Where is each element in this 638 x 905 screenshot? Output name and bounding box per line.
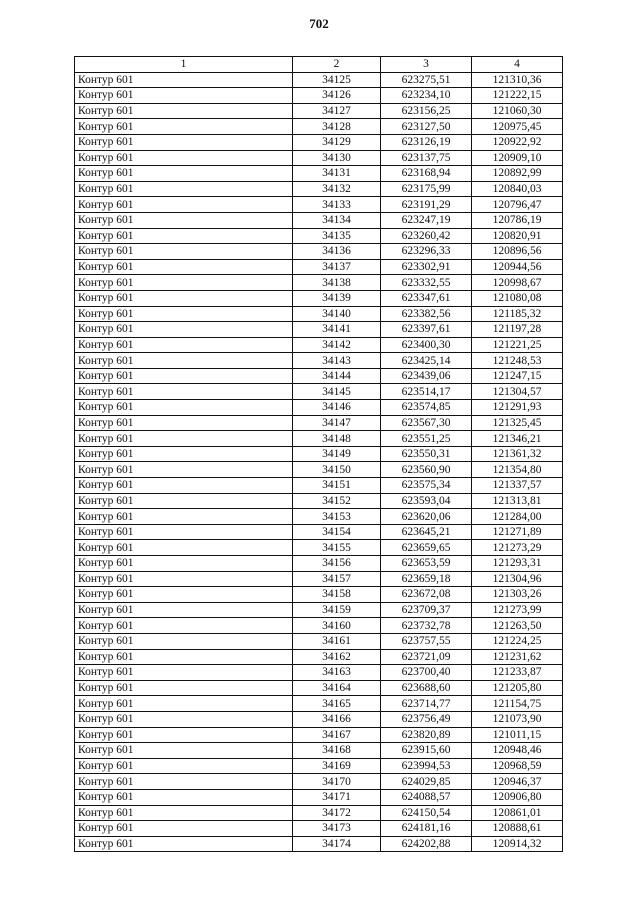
page-number: 702 bbox=[309, 16, 329, 31]
table-row bbox=[75, 259, 563, 275]
point-number-cell: 34158 bbox=[293, 587, 381, 603]
point-number-cell: 34165 bbox=[293, 696, 381, 712]
contour-name-cell: Контур 601 bbox=[75, 571, 293, 587]
table-row bbox=[75, 680, 563, 696]
header-row bbox=[75, 57, 563, 73]
y-coordinate-cell: 120786,19 bbox=[472, 212, 563, 228]
x-coordinate-cell: 623653,59 bbox=[381, 556, 472, 572]
point-number-cell: 34138 bbox=[293, 275, 381, 291]
table-body bbox=[75, 72, 563, 852]
x-coordinate-cell: 623688,60 bbox=[381, 680, 472, 696]
x-coordinate-cell: 623732,78 bbox=[381, 618, 472, 634]
y-coordinate-cell: 121273,29 bbox=[472, 540, 563, 556]
table-row bbox=[75, 602, 563, 618]
y-coordinate-cell: 121313,81 bbox=[472, 493, 563, 509]
y-coordinate-cell: 120896,56 bbox=[472, 244, 563, 260]
point-number-cell: 34172 bbox=[293, 805, 381, 821]
y-coordinate-cell: 120946,37 bbox=[472, 774, 563, 790]
y-coordinate-cell: 120948,46 bbox=[472, 743, 563, 759]
x-coordinate-cell: 623175,99 bbox=[381, 181, 472, 197]
table-row bbox=[75, 322, 563, 338]
x-coordinate-cell: 624029,85 bbox=[381, 774, 472, 790]
x-coordinate-cell: 623275,51 bbox=[381, 72, 472, 88]
x-coordinate-cell: 623191,29 bbox=[381, 197, 472, 213]
y-coordinate-cell: 121284,00 bbox=[472, 509, 563, 525]
table-row bbox=[75, 524, 563, 540]
x-coordinate-cell: 623672,08 bbox=[381, 587, 472, 603]
table-row bbox=[75, 821, 563, 837]
y-coordinate-cell: 120944,56 bbox=[472, 259, 563, 275]
column-header-2: 2 bbox=[293, 57, 381, 73]
y-coordinate-cell: 121154,75 bbox=[472, 696, 563, 712]
contour-name-cell: Контур 601 bbox=[75, 150, 293, 166]
table-row bbox=[75, 649, 563, 665]
point-number-cell: 34148 bbox=[293, 431, 381, 447]
table-row bbox=[75, 150, 563, 166]
y-coordinate-cell: 120840,03 bbox=[472, 181, 563, 197]
column-header-4: 4 bbox=[472, 57, 563, 73]
y-coordinate-cell: 120914,32 bbox=[472, 836, 563, 852]
contour-name-cell: Контур 601 bbox=[75, 789, 293, 805]
point-number-cell: 34142 bbox=[293, 337, 381, 353]
table-header bbox=[75, 57, 563, 73]
x-coordinate-cell: 623756,49 bbox=[381, 711, 472, 727]
table-row bbox=[75, 244, 563, 260]
contour-name-cell: Контур 601 bbox=[75, 743, 293, 759]
contour-name-cell: Контур 601 bbox=[75, 134, 293, 150]
table-row bbox=[75, 665, 563, 681]
contour-name-cell: Контур 601 bbox=[75, 119, 293, 135]
point-number-cell: 34144 bbox=[293, 368, 381, 384]
y-coordinate-cell: 120906,80 bbox=[472, 789, 563, 805]
x-coordinate-cell: 623994,53 bbox=[381, 758, 472, 774]
x-coordinate-cell: 623560,90 bbox=[381, 462, 472, 478]
point-number-cell: 34149 bbox=[293, 446, 381, 462]
y-coordinate-cell: 121325,45 bbox=[472, 415, 563, 431]
x-coordinate-cell: 623620,06 bbox=[381, 509, 472, 525]
point-number-cell: 34127 bbox=[293, 103, 381, 119]
x-coordinate-cell: 623645,21 bbox=[381, 524, 472, 540]
point-number-cell: 34167 bbox=[293, 727, 381, 743]
point-number-cell: 34168 bbox=[293, 743, 381, 759]
table-row bbox=[75, 306, 563, 322]
point-number-cell: 34171 bbox=[293, 789, 381, 805]
contour-name-cell: Контур 601 bbox=[75, 836, 293, 852]
contour-name-cell: Контур 601 bbox=[75, 446, 293, 462]
table-row bbox=[75, 275, 563, 291]
table-row bbox=[75, 836, 563, 852]
contour-name-cell: Контур 601 bbox=[75, 587, 293, 603]
x-coordinate-cell: 623439,06 bbox=[381, 368, 472, 384]
contour-name-cell: Контур 601 bbox=[75, 353, 293, 369]
table-row bbox=[75, 103, 563, 119]
point-number-cell: 34160 bbox=[293, 618, 381, 634]
contour-name-cell: Контур 601 bbox=[75, 774, 293, 790]
point-number-cell: 34150 bbox=[293, 462, 381, 478]
x-coordinate-cell: 623302,91 bbox=[381, 259, 472, 275]
table-row bbox=[75, 415, 563, 431]
point-number-cell: 34137 bbox=[293, 259, 381, 275]
x-coordinate-cell: 623721,09 bbox=[381, 649, 472, 665]
point-number-cell: 34163 bbox=[293, 665, 381, 681]
y-coordinate-cell: 121346,21 bbox=[472, 431, 563, 447]
y-coordinate-cell: 120820,91 bbox=[472, 228, 563, 244]
point-number-cell: 34162 bbox=[293, 649, 381, 665]
y-coordinate-cell: 120998,67 bbox=[472, 275, 563, 291]
y-coordinate-cell: 121263,50 bbox=[472, 618, 563, 634]
point-number-cell: 34132 bbox=[293, 181, 381, 197]
contour-name-cell: Контур 601 bbox=[75, 462, 293, 478]
y-coordinate-cell: 121337,57 bbox=[472, 478, 563, 494]
contour-name-cell: Контур 601 bbox=[75, 368, 293, 384]
table-row bbox=[75, 228, 563, 244]
table-row bbox=[75, 571, 563, 587]
table-row bbox=[75, 696, 563, 712]
point-number-cell: 34170 bbox=[293, 774, 381, 790]
y-coordinate-cell: 121221,25 bbox=[472, 337, 563, 353]
x-coordinate-cell: 623550,31 bbox=[381, 446, 472, 462]
x-coordinate-cell: 623126,19 bbox=[381, 134, 472, 150]
point-number-cell: 34141 bbox=[293, 322, 381, 338]
y-coordinate-cell: 121291,93 bbox=[472, 400, 563, 416]
y-coordinate-cell: 120796,47 bbox=[472, 197, 563, 213]
x-coordinate-cell: 623347,61 bbox=[381, 290, 472, 306]
y-coordinate-cell: 121293,31 bbox=[472, 556, 563, 572]
table-row bbox=[75, 462, 563, 478]
y-coordinate-cell: 121273,99 bbox=[472, 602, 563, 618]
contour-name-cell: Контур 601 bbox=[75, 103, 293, 119]
point-number-cell: 34145 bbox=[293, 384, 381, 400]
table-row bbox=[75, 478, 563, 494]
table-row bbox=[75, 556, 563, 572]
contour-name-cell: Контур 601 bbox=[75, 821, 293, 837]
contour-name-cell: Контур 601 bbox=[75, 244, 293, 260]
y-coordinate-cell: 120888,61 bbox=[472, 821, 563, 837]
column-header-1: 1 bbox=[75, 57, 293, 73]
y-coordinate-cell: 121185,32 bbox=[472, 306, 563, 322]
point-number-cell: 34156 bbox=[293, 556, 381, 572]
contour-name-cell: Контур 601 bbox=[75, 197, 293, 213]
y-coordinate-cell: 120892,99 bbox=[472, 166, 563, 182]
y-coordinate-cell: 121011,15 bbox=[472, 727, 563, 743]
contour-name-cell: Контур 601 bbox=[75, 556, 293, 572]
contour-name-cell: Контур 601 bbox=[75, 493, 293, 509]
x-coordinate-cell: 623575,34 bbox=[381, 478, 472, 494]
x-coordinate-cell: 623382,56 bbox=[381, 306, 472, 322]
y-coordinate-cell: 121271,89 bbox=[472, 524, 563, 540]
point-number-cell: 34139 bbox=[293, 290, 381, 306]
x-coordinate-cell: 623156,25 bbox=[381, 103, 472, 119]
contour-name-cell: Контур 601 bbox=[75, 618, 293, 634]
y-coordinate-cell: 120975,45 bbox=[472, 119, 563, 135]
contour-name-cell: Контур 601 bbox=[75, 649, 293, 665]
x-coordinate-cell: 623659,18 bbox=[381, 571, 472, 587]
x-coordinate-cell: 623260,42 bbox=[381, 228, 472, 244]
point-number-cell: 34128 bbox=[293, 119, 381, 135]
table-row bbox=[75, 166, 563, 182]
contour-name-cell: Контур 601 bbox=[75, 727, 293, 743]
point-number-cell: 34131 bbox=[293, 166, 381, 182]
y-coordinate-cell: 120968,59 bbox=[472, 758, 563, 774]
table-row bbox=[75, 400, 563, 416]
contour-name-cell: Контур 601 bbox=[75, 228, 293, 244]
table-row bbox=[75, 789, 563, 805]
contour-name-cell: Контур 601 bbox=[75, 478, 293, 494]
contour-name-cell: Контур 601 bbox=[75, 758, 293, 774]
table-row bbox=[75, 119, 563, 135]
contour-name-cell: Контур 601 bbox=[75, 665, 293, 681]
table-row bbox=[75, 805, 563, 821]
y-coordinate-cell: 120861,01 bbox=[472, 805, 563, 821]
table-row bbox=[75, 337, 563, 353]
contour-name-cell: Контур 601 bbox=[75, 805, 293, 821]
point-number-cell: 34169 bbox=[293, 758, 381, 774]
point-number-cell: 34151 bbox=[293, 478, 381, 494]
y-coordinate-cell: 121073,90 bbox=[472, 711, 563, 727]
contour-name-cell: Контур 601 bbox=[75, 524, 293, 540]
contour-name-cell: Контур 601 bbox=[75, 166, 293, 182]
y-coordinate-cell: 121354,80 bbox=[472, 462, 563, 478]
x-coordinate-cell: 624202,88 bbox=[381, 836, 472, 852]
y-coordinate-cell: 121304,96 bbox=[472, 571, 563, 587]
x-coordinate-cell: 623915,60 bbox=[381, 743, 472, 759]
contour-name-cell: Контур 601 bbox=[75, 72, 293, 88]
contour-name-cell: Контур 601 bbox=[75, 540, 293, 556]
x-coordinate-cell: 623593,04 bbox=[381, 493, 472, 509]
table-row bbox=[75, 493, 563, 509]
x-coordinate-cell: 623551,25 bbox=[381, 431, 472, 447]
x-coordinate-cell: 623168,94 bbox=[381, 166, 472, 182]
table-row bbox=[75, 212, 563, 228]
table-row bbox=[75, 540, 563, 556]
point-number-cell: 34130 bbox=[293, 150, 381, 166]
point-number-cell: 34153 bbox=[293, 509, 381, 525]
point-number-cell: 34140 bbox=[293, 306, 381, 322]
x-coordinate-cell: 624088,57 bbox=[381, 789, 472, 805]
table-row bbox=[75, 633, 563, 649]
table-row bbox=[75, 509, 563, 525]
y-coordinate-cell: 120909,10 bbox=[472, 150, 563, 166]
contour-name-cell: Контур 601 bbox=[75, 384, 293, 400]
table-row bbox=[75, 587, 563, 603]
table-row bbox=[75, 72, 563, 88]
contour-name-cell: Контур 601 bbox=[75, 431, 293, 447]
y-coordinate-cell: 121310,36 bbox=[472, 72, 563, 88]
point-number-cell: 34157 bbox=[293, 571, 381, 587]
table-row bbox=[75, 727, 563, 743]
x-coordinate-cell: 623757,55 bbox=[381, 633, 472, 649]
point-number-cell: 34126 bbox=[293, 88, 381, 104]
contour-name-cell: Контур 601 bbox=[75, 306, 293, 322]
contour-name-cell: Контур 601 bbox=[75, 602, 293, 618]
table-row bbox=[75, 134, 563, 150]
x-coordinate-cell: 623700,40 bbox=[381, 665, 472, 681]
point-number-cell: 34173 bbox=[293, 821, 381, 837]
contour-name-cell: Контур 601 bbox=[75, 696, 293, 712]
x-coordinate-cell: 623247,19 bbox=[381, 212, 472, 228]
point-number-cell: 34155 bbox=[293, 540, 381, 556]
x-coordinate-cell: 623574,85 bbox=[381, 400, 472, 416]
coordinates-table bbox=[74, 56, 563, 852]
point-number-cell: 34152 bbox=[293, 493, 381, 509]
contour-name-cell: Контур 601 bbox=[75, 259, 293, 275]
point-number-cell: 34161 bbox=[293, 633, 381, 649]
y-coordinate-cell: 120922,92 bbox=[472, 134, 563, 150]
table-row bbox=[75, 197, 563, 213]
y-coordinate-cell: 121304,57 bbox=[472, 384, 563, 400]
contour-name-cell: Контур 601 bbox=[75, 212, 293, 228]
table-row bbox=[75, 384, 563, 400]
contour-name-cell: Контур 601 bbox=[75, 400, 293, 416]
point-number-cell: 34154 bbox=[293, 524, 381, 540]
point-number-cell: 34134 bbox=[293, 212, 381, 228]
point-number-cell: 34174 bbox=[293, 836, 381, 852]
point-number-cell: 34129 bbox=[293, 134, 381, 150]
y-coordinate-cell: 121080,08 bbox=[472, 290, 563, 306]
x-coordinate-cell: 623567,30 bbox=[381, 415, 472, 431]
x-coordinate-cell: 623127,50 bbox=[381, 119, 472, 135]
y-coordinate-cell: 121222,15 bbox=[472, 88, 563, 104]
y-coordinate-cell: 121060,30 bbox=[472, 103, 563, 119]
point-number-cell: 34147 bbox=[293, 415, 381, 431]
table-row bbox=[75, 88, 563, 104]
x-coordinate-cell: 623709,37 bbox=[381, 602, 472, 618]
x-coordinate-cell: 623714,77 bbox=[381, 696, 472, 712]
x-coordinate-cell: 623137,75 bbox=[381, 150, 472, 166]
point-number-cell: 34166 bbox=[293, 711, 381, 727]
point-number-cell: 34159 bbox=[293, 602, 381, 618]
table-row bbox=[75, 353, 563, 369]
contour-name-cell: Контур 601 bbox=[75, 711, 293, 727]
y-coordinate-cell: 121205,80 bbox=[472, 680, 563, 696]
x-coordinate-cell: 623400,30 bbox=[381, 337, 472, 353]
column-header-3: 3 bbox=[381, 57, 472, 73]
point-number-cell: 34143 bbox=[293, 353, 381, 369]
contour-name-cell: Контур 601 bbox=[75, 415, 293, 431]
table-row bbox=[75, 181, 563, 197]
point-number-cell: 34146 bbox=[293, 400, 381, 416]
x-coordinate-cell: 624150,54 bbox=[381, 805, 472, 821]
point-number-cell: 34136 bbox=[293, 244, 381, 260]
contour-name-cell: Контур 601 bbox=[75, 322, 293, 338]
y-coordinate-cell: 121303,26 bbox=[472, 587, 563, 603]
point-number-cell: 34125 bbox=[293, 72, 381, 88]
x-coordinate-cell: 623659,65 bbox=[381, 540, 472, 556]
contour-name-cell: Контур 601 bbox=[75, 509, 293, 525]
y-coordinate-cell: 121224,25 bbox=[472, 633, 563, 649]
x-coordinate-cell: 623820,89 bbox=[381, 727, 472, 743]
x-coordinate-cell: 624181,16 bbox=[381, 821, 472, 837]
point-number-cell: 34164 bbox=[293, 680, 381, 696]
point-number-cell: 34133 bbox=[293, 197, 381, 213]
table-row bbox=[75, 743, 563, 759]
contour-name-cell: Контур 601 bbox=[75, 88, 293, 104]
x-coordinate-cell: 623332,55 bbox=[381, 275, 472, 291]
x-coordinate-cell: 623514,17 bbox=[381, 384, 472, 400]
y-coordinate-cell: 121231,62 bbox=[472, 649, 563, 665]
table-row bbox=[75, 431, 563, 447]
contour-name-cell: Контур 601 bbox=[75, 680, 293, 696]
table-row bbox=[75, 446, 563, 462]
x-coordinate-cell: 623425,14 bbox=[381, 353, 472, 369]
x-coordinate-cell: 623234,10 bbox=[381, 88, 472, 104]
table-row bbox=[75, 774, 563, 790]
contour-name-cell: Контур 601 bbox=[75, 337, 293, 353]
table-row bbox=[75, 758, 563, 774]
point-number-cell: 34135 bbox=[293, 228, 381, 244]
table-row bbox=[75, 368, 563, 384]
y-coordinate-cell: 121248,53 bbox=[472, 353, 563, 369]
y-coordinate-cell: 121361,32 bbox=[472, 446, 563, 462]
contour-name-cell: Контур 601 bbox=[75, 290, 293, 306]
contour-name-cell: Контур 601 bbox=[75, 275, 293, 291]
contour-name-cell: Контур 601 bbox=[75, 181, 293, 197]
x-coordinate-cell: 623397,61 bbox=[381, 322, 472, 338]
contour-name-cell: Контур 601 bbox=[75, 633, 293, 649]
y-coordinate-cell: 121233,87 bbox=[472, 665, 563, 681]
table-row bbox=[75, 290, 563, 306]
x-coordinate-cell: 623296,33 bbox=[381, 244, 472, 260]
y-coordinate-cell: 121247,15 bbox=[472, 368, 563, 384]
table-row bbox=[75, 618, 563, 634]
table-row bbox=[75, 711, 563, 727]
y-coordinate-cell: 121197,28 bbox=[472, 322, 563, 338]
